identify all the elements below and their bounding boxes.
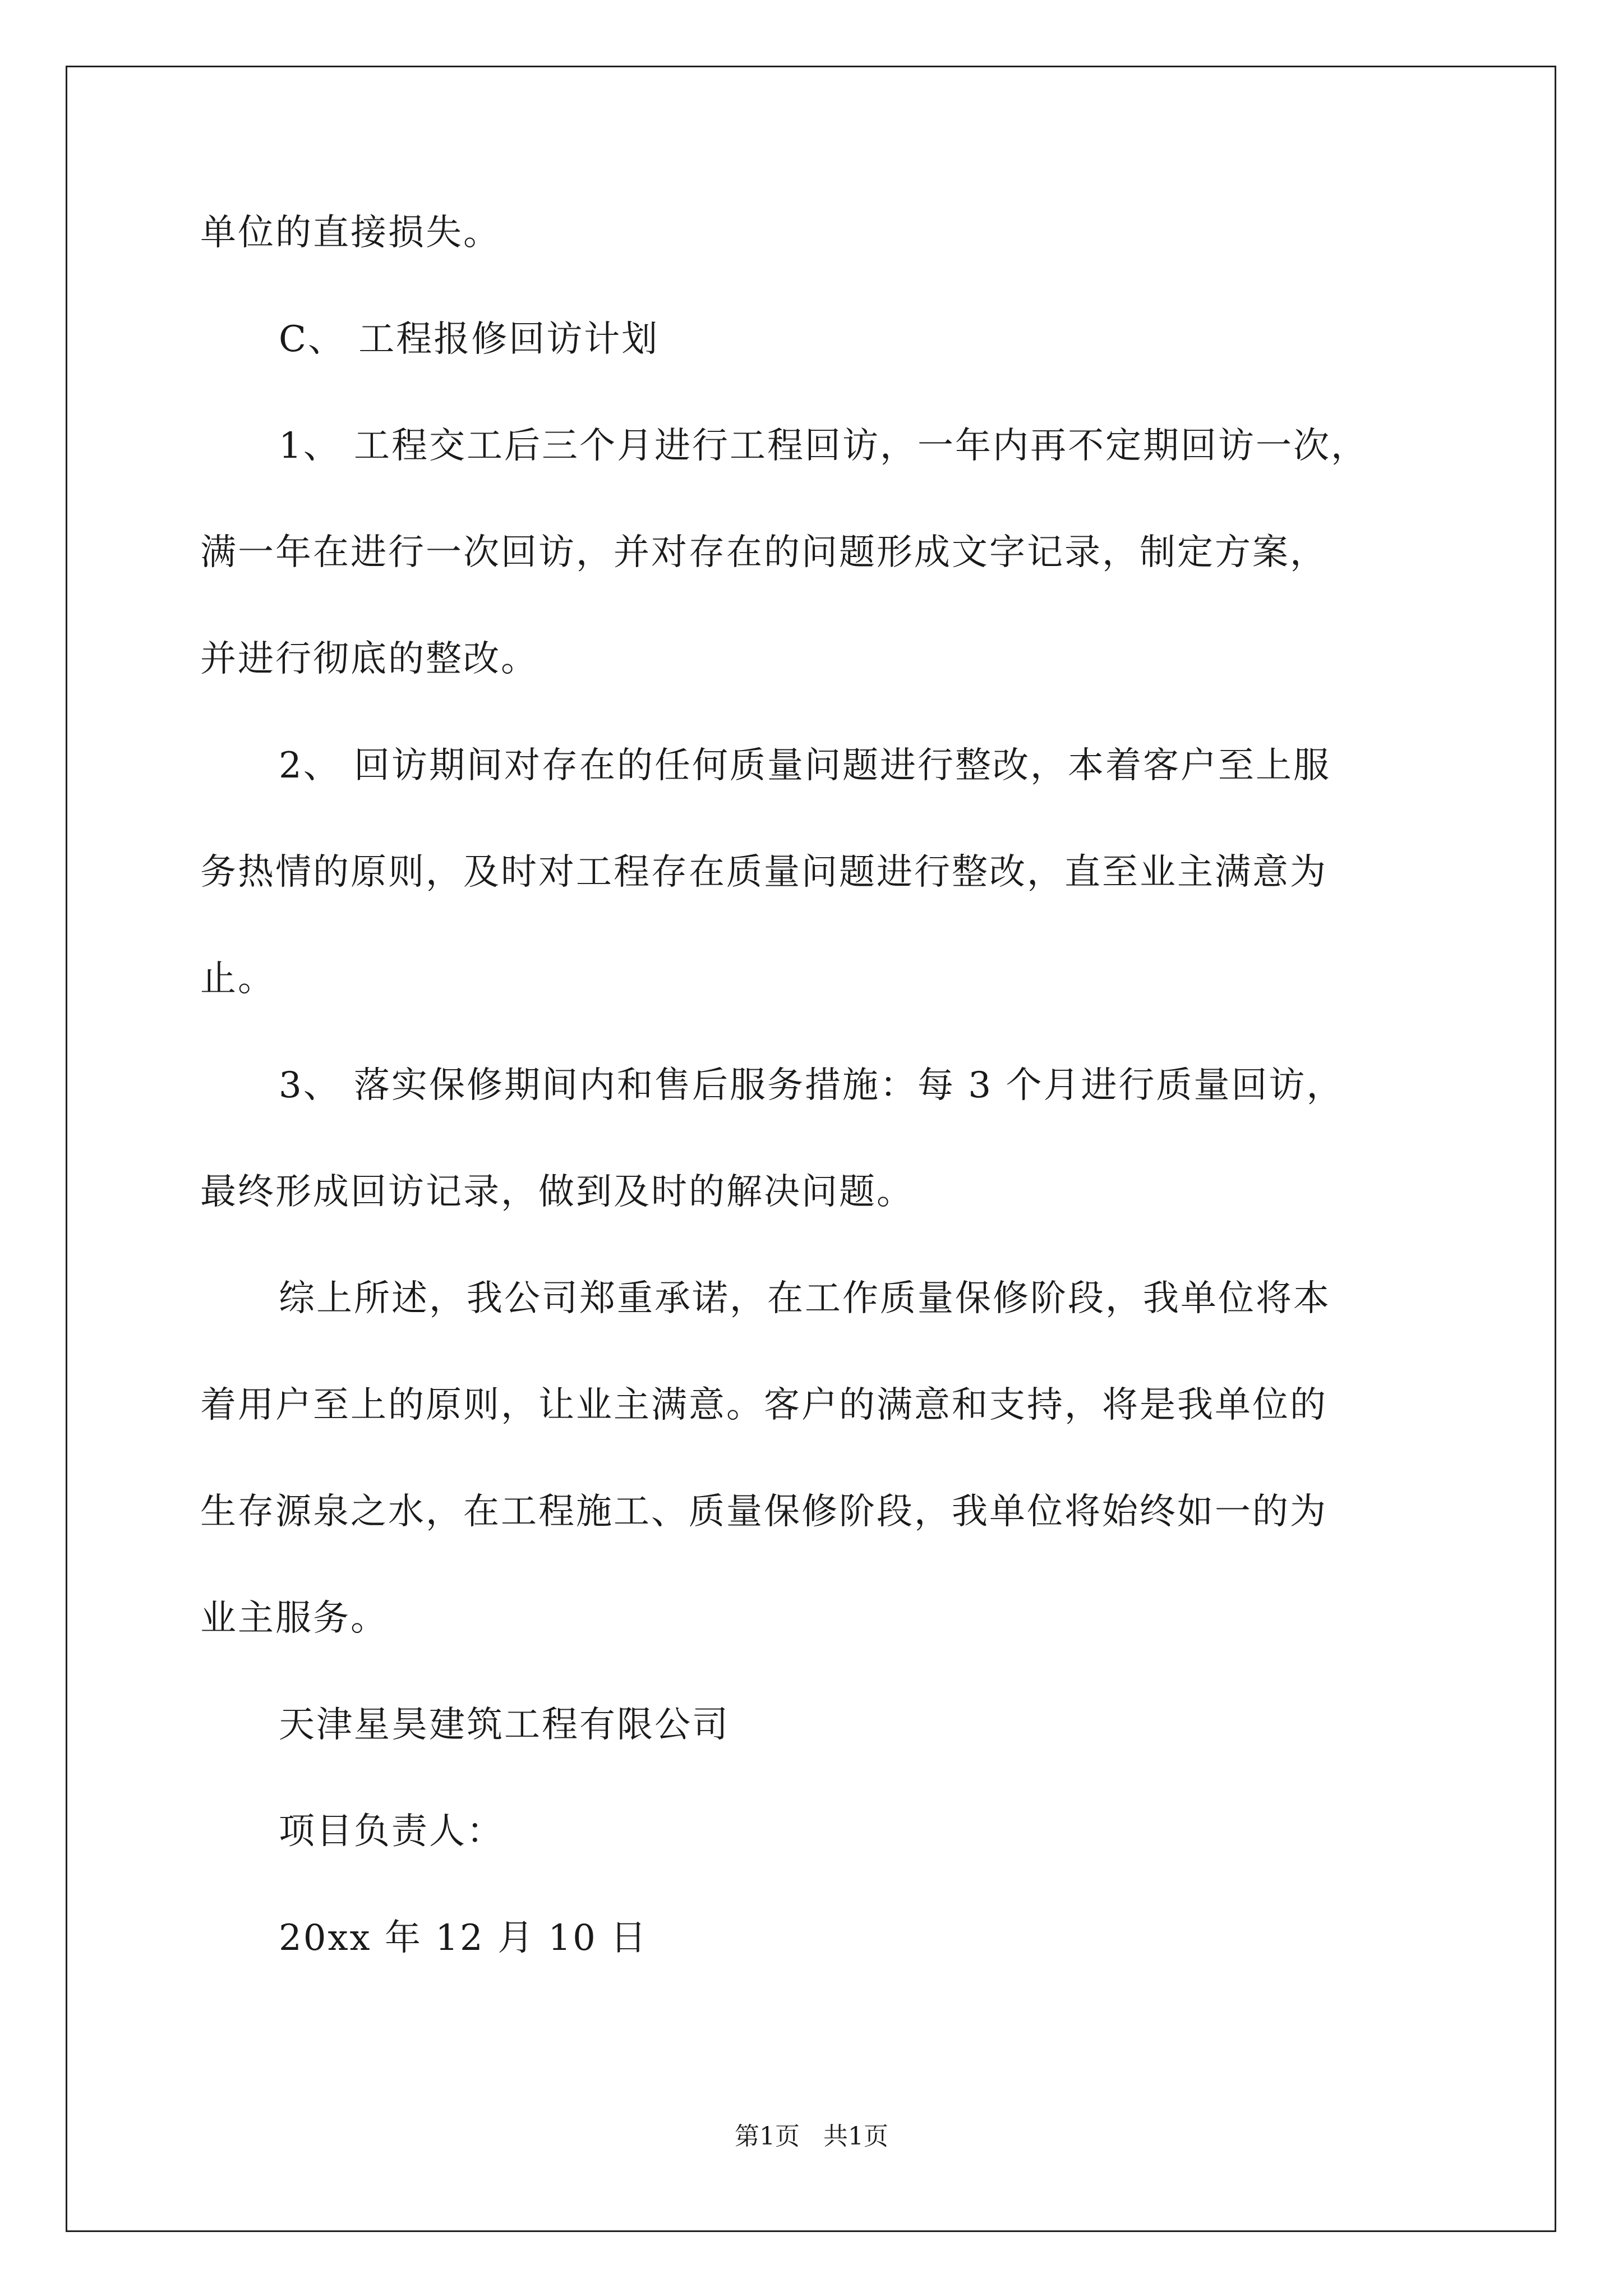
project-manager-label: 项目负责人： — [279, 1811, 504, 1852]
text-line: 满一年在进行一次回访，并对存在的问题形成文字记录，制定方案， — [200, 532, 1327, 573]
document-date: 20xx 年 12 月 10 日 — [279, 1917, 648, 1959]
text-line: 业主服务。 — [200, 1598, 388, 1639]
text-line: 1、 工程交工后三个月进行工程回访，一年内再不定期回访一次， — [279, 425, 1369, 467]
text-line: 务热情的原则，及时对工程存在质量问题进行整改，直至业主满意为 — [200, 852, 1327, 893]
text-line: 综上所述，我公司郑重承诺，在工作质量保修阶段，我单位将本 — [279, 1278, 1331, 1319]
text-line: 着用户至上的原则，让业主满意。客户的满意和支持，将是我单位的 — [200, 1384, 1327, 1426]
text-line: 止。 — [200, 958, 275, 1000]
text-line: 生存源泉之水，在工程施工、质量保修阶段，我单位将始终如一的为 — [200, 1491, 1327, 1533]
section-heading: C、 工程报修回访计划 — [279, 319, 660, 360]
page-border — [66, 66, 1556, 2232]
text-line: 2、 回访期间对存在的任何质量问题进行整改，本着客户至上服 — [279, 745, 1331, 786]
text-line: 单位的直接损失。 — [200, 212, 501, 254]
company-name: 天津星昊建筑工程有限公司 — [279, 1704, 730, 1746]
page-footer: 第1页 共1页 — [735, 2122, 888, 2151]
text-line: 最终形成回访记录，做到及时的解决问题。 — [200, 1171, 914, 1213]
text-line: 并进行彻底的整改。 — [200, 638, 538, 680]
text-line: 3、 落实保修期间内和售后服务措施：每 3 个月进行质量回访， — [279, 1065, 1344, 1106]
